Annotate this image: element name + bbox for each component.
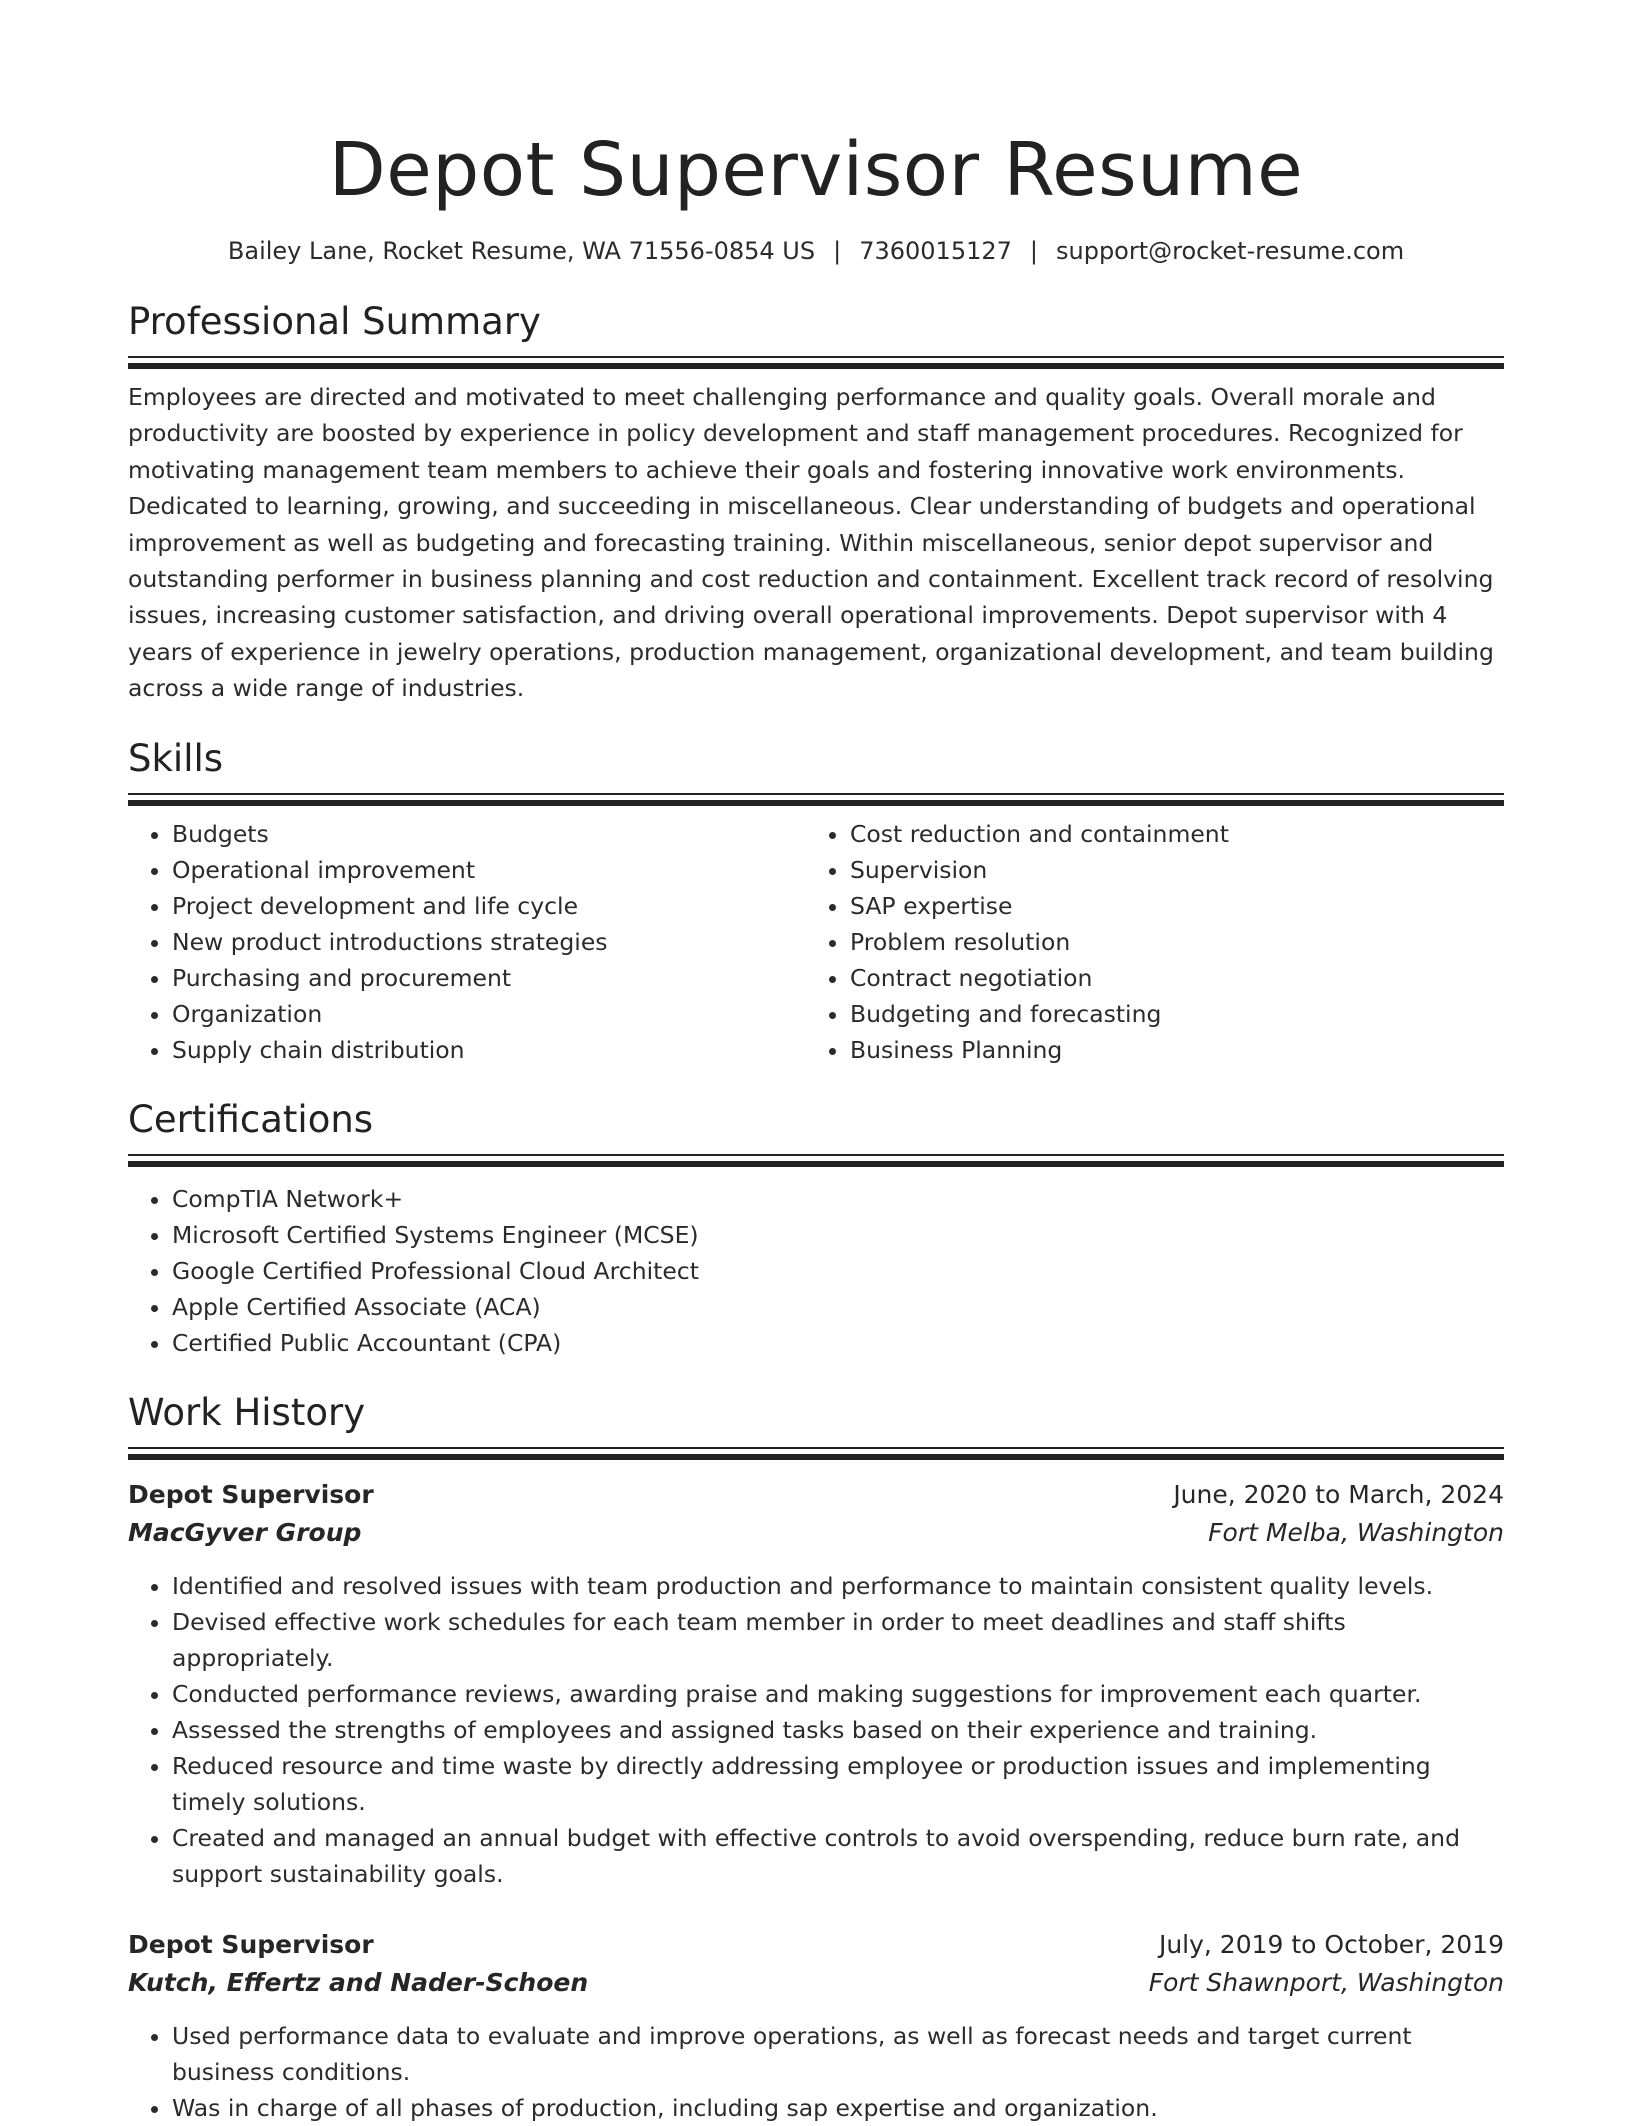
list-item: • Devised effective work schedules for each team member in order to meet deadlines and staff shifts appropriately. (172, 1604, 1504, 1676)
job-location: Fort Shawnport, Washington (1148, 1967, 1504, 1997)
list-item: • Microsoft Certified Systems Engineer (MCSE) (172, 1217, 1504, 1253)
job-company: MacGyver Group (128, 1517, 362, 1547)
list-item: • Budgets (172, 816, 806, 852)
list-item: • Conducted performance reviews, awarding praise and making suggestions for improvement each quarter. (172, 1676, 1504, 1712)
contact-phone: 7360015127 (859, 237, 1012, 265)
contact-separator: | (1029, 237, 1038, 265)
list-item: • Created and managed an annual budget with effective controls to avoid overspending, reduce burn rate, and support sustainability goals. (172, 1820, 1504, 1892)
job-company: Kutch, Effertz and Nader-Schoen (128, 1967, 589, 1997)
summary-text: Employees are directed and motivated to meet challenging performance and quality goals. Overall morale and productivity are boosted by experience in policy development and staff management procedures. Recognized for motivating management team members to achieve their goals and fostering innovative work environments. Dedicated to learning, growing, and succeeding in miscellaneous. Clear understanding of budgets and operational improvement as well as budgeting and forecasting training. Within miscellaneous, senior depot supervisor and outstanding performer in business planning and cost reduction and containment. Excellent track record of resolving issues, increasing customer satisfaction, and driving overall operational improvements. Depot supervisor with 4 years of experience in jewelry operations, production management, organizational development, and team building across a wide range of industries. (128, 383, 1494, 703)
job-title: Depot Supervisor (128, 1929, 374, 1959)
skills-columns (128, 816, 1504, 1068)
job-dates: June, 2020 to March, 2024 (1173, 1479, 1504, 1509)
job-header-row (128, 1926, 1504, 1964)
skills-heading: Skills (128, 736, 224, 780)
job-subheader-row (128, 1964, 1504, 2002)
job-header-row (128, 1476, 1504, 1514)
certifications-heading: Certifications (128, 1097, 374, 1141)
section-rule (128, 356, 1504, 369)
list-item: • Certified Public Accountant (CPA) (172, 1325, 1504, 1361)
contact-line (128, 234, 1504, 268)
job-title: Depot Supervisor (128, 1479, 374, 1509)
list-item: • Used performance data to evaluate and improve operations, as well as forecast needs and target current business conditions. (172, 2018, 1504, 2090)
list-item: • SAP expertise (850, 888, 1484, 924)
resume-page (128, 0, 1504, 2126)
job-subheader-row (128, 1514, 1504, 1552)
list-item: • New product introductions strategies (172, 924, 806, 960)
certifications-section (128, 1096, 1504, 1361)
contact-separator: | (833, 237, 842, 265)
job-dates: July, 2019 to October, 2019 (1158, 1929, 1504, 1959)
list-item: • Was in charge of all phases of production, including sap expertise and organization. (172, 2090, 1504, 2126)
list-item: • CompTIA Network+ (172, 1181, 1504, 1217)
list-item: • Apple Certified Associate (ACA) (172, 1289, 1504, 1325)
list-item: • Assessed the strengths of employees and assigned tasks based on their experience and training. (172, 1712, 1504, 1748)
job-location: Fort Melba, Washington (1208, 1517, 1504, 1547)
contact-address: Bailey Lane, Rocket Resume, WA 71556-0854 US (227, 237, 816, 265)
list-item: • Google Certified Professional Cloud Architect (172, 1253, 1504, 1289)
list-item: • Reduced resource and time waste by directly addressing employee or production issues and implementing timely solutions. (172, 1748, 1504, 1820)
skills-left-column (128, 816, 806, 1068)
list-item: • Project development and life cycle (172, 888, 806, 924)
list-item: • Business Planning (850, 1032, 1484, 1068)
section-rule (128, 1447, 1504, 1460)
list-item: • Cost reduction and containment (850, 816, 1484, 852)
list-item: • Contract negotiation (850, 960, 1484, 996)
summary-section (128, 298, 1504, 707)
resume-title: Depot Supervisor Resume (328, 127, 1304, 213)
summary-heading: Professional Summary (128, 300, 541, 343)
skills-right-column (806, 816, 1484, 1068)
list-item: • Supervision (850, 852, 1484, 888)
list-item: • Identified and resolved issues with team production and performance to maintain consistent quality levels. (172, 1568, 1504, 1604)
list-item: • Organization (172, 996, 806, 1032)
job-entry (128, 1476, 1504, 1892)
list-item: • Supply chain distribution (172, 1032, 806, 1068)
contact-email: support@rocket-resume.com (1056, 237, 1405, 265)
list-item: • Budgeting and forecasting (850, 996, 1484, 1032)
skills-section (128, 735, 1504, 1068)
work-history-heading: Work History (128, 1390, 366, 1434)
list-item: • Operational improvement (172, 852, 806, 888)
section-rule (128, 793, 1504, 806)
list-item: • Problem resolution (850, 924, 1484, 960)
list-item: • Purchasing and procurement (172, 960, 806, 996)
section-rule (128, 1154, 1504, 1167)
work-history-section (128, 1389, 1504, 2126)
job-entry (128, 1926, 1504, 2126)
